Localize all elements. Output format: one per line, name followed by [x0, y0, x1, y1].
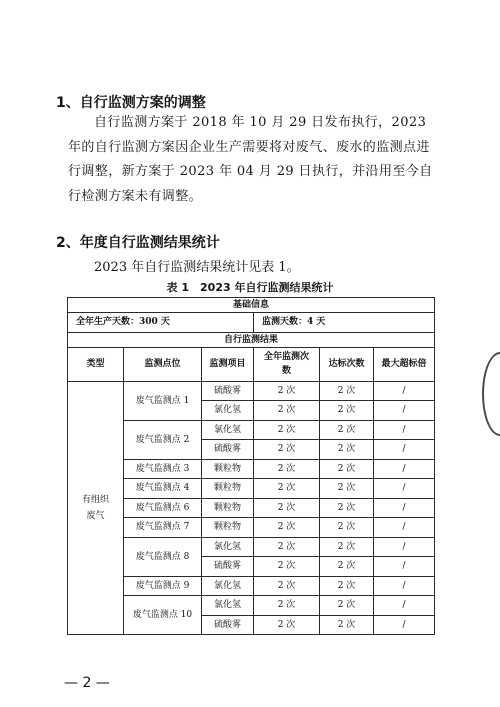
pass-cell: 2 次 — [320, 401, 374, 421]
point-cell: 废气监测点 2 — [124, 420, 202, 459]
times-cell: 2 次 — [254, 537, 320, 557]
times-cell: 2 次 — [254, 557, 320, 577]
table-row — [68, 596, 435, 616]
basic-info-title: 基础信息 — [68, 298, 435, 313]
table-row — [68, 381, 435, 401]
pass-cell: 2 次 — [320, 459, 374, 479]
section-1-heading: 1、自行监测方案的调整 — [56, 95, 206, 111]
item-cell: 氯化氢 — [202, 537, 254, 557]
table-row — [68, 498, 435, 518]
table-caption: 表 1 2023 年自行监测结果统计 — [166, 281, 334, 294]
times-cell: 2 次 — [254, 518, 320, 538]
item-cell: 颗粒物 — [202, 459, 254, 479]
section-2-heading: 2、年度自行监测结果统计 — [56, 235, 220, 251]
pass-cell: 2 次 — [320, 576, 374, 596]
max-cell: / — [374, 381, 435, 401]
pass-cell: 2 次 — [320, 479, 374, 499]
header-item: 监测项目 — [202, 347, 254, 381]
point-cell: 废气监测点 9 — [124, 576, 202, 596]
max-cell: / — [374, 420, 435, 440]
header-pass-times: 达标次数 — [320, 347, 374, 381]
pass-cell: 2 次 — [320, 440, 374, 460]
category-cell: 有组织废气 — [68, 381, 124, 635]
max-cell: / — [374, 440, 435, 460]
point-cell: 废气监测点 6 — [124, 498, 202, 518]
item-cell: 颗粒物 — [202, 498, 254, 518]
point-cell: 废气监测点 1 — [124, 381, 202, 420]
max-cell: / — [374, 401, 435, 421]
header-point: 监测点位 — [124, 347, 202, 381]
header-max-exceed: 最大超标倍 — [374, 347, 435, 381]
point-cell: 废气监测点 7 — [124, 518, 202, 538]
times-cell: 2 次 — [254, 615, 320, 635]
table-row — [68, 537, 435, 557]
pass-cell: 2 次 — [320, 615, 374, 635]
times-cell: 2 次 — [254, 440, 320, 460]
max-cell: / — [374, 576, 435, 596]
item-cell: 硫酸雾 — [202, 440, 254, 460]
pass-cell: 2 次 — [320, 557, 374, 577]
monitoring-results-table — [67, 297, 435, 635]
times-cell: 2 次 — [254, 401, 320, 421]
pass-cell: 2 次 — [320, 596, 374, 616]
item-cell: 氯化氢 — [202, 401, 254, 421]
table-row — [68, 420, 435, 440]
times-cell: 2 次 — [254, 459, 320, 479]
item-cell: 氯化氢 — [202, 596, 254, 616]
max-cell: / — [374, 459, 435, 479]
production-days: 全年生产天数：300 天 — [68, 313, 254, 333]
max-cell: / — [374, 479, 435, 499]
page-edge-stamp-mark — [482, 352, 500, 436]
point-cell: 废气监测点 10 — [124, 596, 202, 635]
results-title: 自行监测结果 — [68, 332, 435, 347]
item-cell: 硫酸雾 — [202, 381, 254, 401]
times-cell: 2 次 — [254, 576, 320, 596]
header-annual-times: 全年监测次数 — [254, 347, 320, 381]
times-cell: 2 次 — [254, 498, 320, 518]
item-cell: 氯化氢 — [202, 576, 254, 596]
monitoring-days: 监测天数：4 天 — [254, 313, 435, 333]
section-2-paragraph: 2023 年自行监测结果统计见表 1。 — [94, 260, 300, 275]
point-cell: 废气监测点 8 — [124, 537, 202, 576]
times-cell: 2 次 — [254, 596, 320, 616]
max-cell: / — [374, 518, 435, 538]
pass-cell: 2 次 — [320, 420, 374, 440]
item-cell: 硫酸雾 — [202, 557, 254, 577]
times-cell: 2 次 — [254, 381, 320, 401]
item-cell: 氯化氢 — [202, 420, 254, 440]
pass-cell: 2 次 — [320, 518, 374, 538]
times-cell: 2 次 — [254, 420, 320, 440]
item-cell: 颗粒物 — [202, 479, 254, 499]
pass-cell: 2 次 — [320, 498, 374, 518]
table-row — [68, 459, 435, 479]
max-cell: / — [374, 498, 435, 518]
max-cell: / — [374, 596, 435, 616]
point-cell: 废气监测点 4 — [124, 479, 202, 499]
table-row — [68, 576, 435, 596]
section-1-paragraph: 自行监测方案于 2018 年 10 月 29 日发布执行，2023 年的自行监测方案因企业生产需要将对废气、废水的监测点进行调整，新方案于 2023 年 04 月 29 日执行，并沿用至今自行检测方案未有调整。 — [68, 115, 433, 204]
times-cell: 2 次 — [254, 479, 320, 499]
max-cell: / — [374, 557, 435, 577]
max-cell: / — [374, 537, 435, 557]
page-number: — 2 — — [64, 675, 110, 691]
item-cell: 硫酸雾 — [202, 615, 254, 635]
item-cell: 颗粒物 — [202, 518, 254, 538]
point-cell: 废气监测点 3 — [124, 459, 202, 479]
header-type: 类型 — [68, 347, 124, 381]
table-row — [68, 518, 435, 538]
table-row — [68, 479, 435, 499]
pass-cell: 2 次 — [320, 381, 374, 401]
max-cell: / — [374, 615, 435, 635]
pass-cell: 2 次 — [320, 537, 374, 557]
